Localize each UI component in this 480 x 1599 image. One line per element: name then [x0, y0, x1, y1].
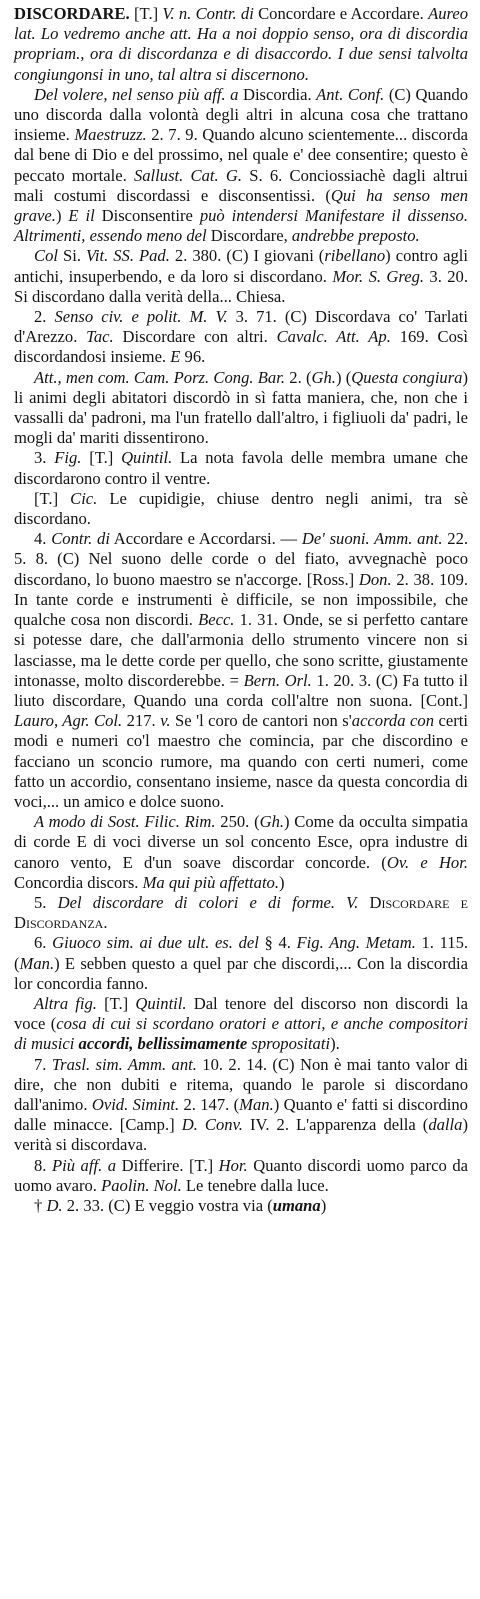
sense-3-paragraph [14, 448, 468, 488]
text-run: [T.] [34, 488, 71, 508]
text-run: Più aff. a [51, 1155, 117, 1175]
text-run: cosa di cui si scordano oratori e attori, e anche compositori di musici [14, 1014, 468, 1054]
text-run: 1. 31. Onde, se si perfetto cantare si potesse dare, che dall'armonia dello strumento vincere non si lasciasse, ma le dette corde per quello, che sono scritte, giustamente intonasse, molto discorderebbe. = [14, 610, 468, 690]
text-run: A modo di Sost. Filic. Rim. [34, 812, 216, 832]
text-run: v. [160, 711, 171, 731]
text-run: Man. [239, 1094, 274, 1114]
text-run: 4. [34, 529, 52, 549]
text-run: Col [34, 246, 58, 266]
text-run: ribellano [324, 246, 386, 266]
text-run: Concordare e Accordare. [253, 4, 429, 23]
sense-7-paragraph [14, 1055, 468, 1156]
text-run: 5. [34, 892, 58, 912]
text-run: Vit. SS. Pad. [85, 246, 170, 266]
text-run: [T.] [129, 4, 163, 23]
text-run: Senso civ. e polit. M. V. [54, 307, 228, 327]
text-run: 169. Così discordandosi insieme. [14, 327, 468, 367]
text-run: 2. 38. 109. In tante corde e instrumenti è difficile, se non impossibile, che qualche cosa non discordi. [14, 569, 469, 630]
text-run: Cic. [70, 488, 98, 508]
text-run: Maestruzz. [74, 125, 147, 145]
entry-headword-paragraph [14, 4, 468, 85]
text-run: 2. 7. 9. Quando alcuno scientemente... discorda dal bene di Dio e del prossimo, nel quale e' dee consentire; questo è peccato mortale. [14, 125, 468, 185]
text-run: 217. [122, 711, 161, 731]
sense-6-altra-paragraph [14, 994, 468, 1055]
text-run: La nota favola delle membra umane che discordarono contro il ventre. [14, 448, 468, 488]
text-run: Disconsentire [94, 206, 200, 226]
text-run: Ant. Conf. [316, 84, 385, 104]
text-run: ) li animi degli abitatori discordò in sì fatta maniera, che, non che i vassalli da' padroni, ma l'un fratello dall'altro, i figliuoli da' padri, le mogli da' mariti dissentirono. [14, 367, 469, 448]
sense-2-att-paragraph [14, 368, 468, 449]
text-run: Ovid. Simint. [91, 1094, 180, 1114]
text-run: E il [68, 206, 95, 226]
text-run: D. [46, 1195, 63, 1215]
text-run: Mor. S. Greg. [332, 266, 425, 286]
text-run: IV. 2. L'apparenza della ( [242, 1115, 429, 1135]
sense-4-sost-paragraph [14, 812, 468, 893]
text-run: Gh. [311, 367, 336, 387]
text-run: DISCORDARE. [14, 4, 130, 23]
text-run: certi modi e numeri co'l maestro che comincia, par che discordino e facciano un sconcio rumore, ma quando con certi numeri, come fatto un accordio, consentano insieme, nasce da questa concordia di voci,... un amico e dolce suono. [14, 711, 468, 811]
text-run: Tac. [86, 327, 114, 347]
text-run: Quanto discordi uomo parco da uomo avaro. [14, 1155, 468, 1195]
text-run: 2. [34, 307, 55, 327]
text-run: 96. [180, 347, 206, 367]
text-run: 1. 115. ( [14, 933, 469, 973]
text-run: S. 6. Conciossiachè dagli altrui mali costumi discordassi e disconsentissi. ( [14, 165, 468, 205]
text-run: Att., men com. Cam. Porz. Cong. Bar. [34, 367, 285, 387]
text-run: Discordare con altri. [113, 327, 277, 347]
text-run: può intendersi Manifestare il dissenso. Altrimenti, essendo meno del [14, 206, 468, 246]
text-run: Aureo lat. Lo vedremo anche att. Ha a noi doppio senso, ora di discordia propriam., ora di discordanza e di disaccordo. I due sensi talvolta congiungonsi in uno, tal altra si discernono. [14, 4, 468, 84]
text-run: E [170, 347, 181, 367]
text-run: Sallust. Cat. G. [133, 165, 242, 185]
sense-3-cic-paragraph [14, 489, 468, 529]
text-run: Hor. [218, 1155, 248, 1175]
text-run: Fig. Ang. Metam. [296, 933, 416, 953]
text-run: Bern. Orl. [243, 670, 312, 690]
obsolete-sense-paragraph [14, 1196, 468, 1216]
text-run: Discordare, [206, 226, 292, 246]
text-run: Cavalc. Att. Ap. [276, 327, 391, 347]
text-run: Quintil. [135, 993, 187, 1013]
text-run: ). [330, 1034, 340, 1054]
text-run: 8. [34, 1155, 52, 1175]
text-run: Del discordare di colori e di forme. V. [57, 892, 359, 912]
text-run: ) [55, 206, 69, 226]
text-run: Gh. [259, 812, 285, 832]
text-run: Ov. e Hor. [386, 852, 468, 872]
text-run: De' suoni. Amm. ant. [301, 529, 443, 549]
text-run: Le cupidigie, chiuse dentro negli animi, tra sè discordano. [14, 488, 469, 529]
text-run: Se 'l coro de cantori non s' [170, 711, 352, 731]
text-run: ) Come da occulta simpatia di corde E di voci diverse un sol concento Esce, opra industre di canoro vento, E d'un soave discordar concorde. ( [14, 812, 468, 872]
text-run: § 4. [258, 933, 297, 953]
text-run: V. n. Contr. di [162, 4, 254, 23]
text-run: andrebbe preposto. [291, 226, 420, 246]
text-run: accordi, bellissimamente [78, 1034, 248, 1054]
text-run: ) Quanto e' fatti si discordino dalle minacce. [Camp.] [14, 1094, 468, 1135]
text-run: Lauro, Agr. Col. [14, 711, 123, 731]
text-run: dalla [428, 1115, 463, 1135]
text-run: Ma qui più affettato. [142, 872, 280, 892]
text-run: [T.] [81, 448, 122, 468]
text-run: [T.] [96, 993, 136, 1013]
text-run: 6. [34, 933, 53, 953]
text-run: ) verità si discordava. [14, 1115, 468, 1155]
text-run: ) [320, 1195, 327, 1215]
text-run: Differire. [T.] [116, 1155, 219, 1175]
text-run: Becc. [198, 610, 235, 630]
text-run: Concordia discors. [14, 872, 143, 892]
text-run: 3. 20. Si discordano dalla verità della... Chiesa. [14, 266, 468, 306]
text-run: Qui ha senso men grave. [14, 185, 468, 226]
text-run: Si. [57, 246, 86, 266]
text-run: 2. 33. (C) E veggio vostra via ( [62, 1195, 273, 1215]
sense-5-paragraph [14, 893, 468, 933]
text-run: Paolin. Nol. [101, 1175, 182, 1195]
sense-1-will-paragraph [14, 85, 468, 247]
text-run: umana [272, 1195, 321, 1215]
text-run: spropositati [251, 1034, 331, 1054]
text-run: 2. 380. (C) I giovani ( [169, 246, 325, 266]
text-run: D. Conv. [181, 1115, 243, 1135]
text-run: ) [279, 872, 285, 892]
text-run: accorda con [351, 711, 434, 731]
text-run: ) ( [335, 367, 352, 387]
text-run: Contr. di [51, 529, 110, 549]
text-run: Questa congiura [351, 367, 463, 387]
sense-4-paragraph [14, 529, 468, 812]
text-run: Giuoco sim. ai due ult. es. del [52, 933, 259, 953]
text-run: ) E sebben questo a quel par che discordi,... Con la discordia lor concordia fanno. [14, 953, 468, 993]
text-run: Man. [19, 953, 55, 973]
text-run: 10. 2. 14. (C) Non è mai tanto valor di dire, che non dubiti e ritema, quando le parole si discordano dall'animo. [14, 1054, 469, 1114]
sense-8-paragraph [14, 1156, 468, 1196]
text-run: Trasl. sim. Amm. ant. [51, 1054, 197, 1074]
text-run: Quintil. [121, 448, 173, 468]
text-run: 1. 20. 3. (C) Fa tutto il liuto discordare, Quando una corda coll'altre non suona. [Cont.] [14, 670, 468, 710]
text-run: Accordare e Accordarsi. — [109, 529, 302, 549]
text-run: Discordia. [238, 84, 317, 104]
text-run: ) contro agli antichi, insuperbendo, e da loro si discordano. [14, 246, 468, 286]
text-run: Dal tenore del discorso non discordi la voce ( [14, 993, 468, 1034]
sense-1-si-paragraph [14, 246, 468, 307]
text-run: 3. [34, 448, 55, 468]
sense-6-paragraph [14, 933, 468, 994]
text-run: 7. [34, 1054, 52, 1074]
text-run: Le tenebre dalla luce. [181, 1175, 329, 1195]
text-run: 250. ( [215, 812, 260, 832]
text-run: Del volere, nel senso più aff. a [34, 84, 239, 104]
text-run: Don. [358, 569, 392, 589]
text-run: Fig. [54, 448, 82, 468]
text-run: Altra fig. [34, 993, 97, 1013]
text-run: 22. 5. 8. (C) Nel suono delle corde o del fiato, avvegnachè poco discordano, lo buono maestro se n'accorge. [Ross.] [14, 529, 469, 589]
text-run: Discordare e Discordanza. [14, 892, 468, 933]
text-run: (C) Quando uno discorda dalla volontà degli altri in alcuna cosa che trattano insieme. [14, 84, 469, 145]
text-run: 3. 71. (C) Discordava co' Tarlati d'Arezzo. [14, 307, 468, 347]
sense-2-paragraph [14, 307, 468, 368]
text-run: 2. ( [285, 367, 312, 387]
text-run: † [34, 1195, 47, 1215]
text-run: 2. 147. ( [179, 1094, 240, 1114]
